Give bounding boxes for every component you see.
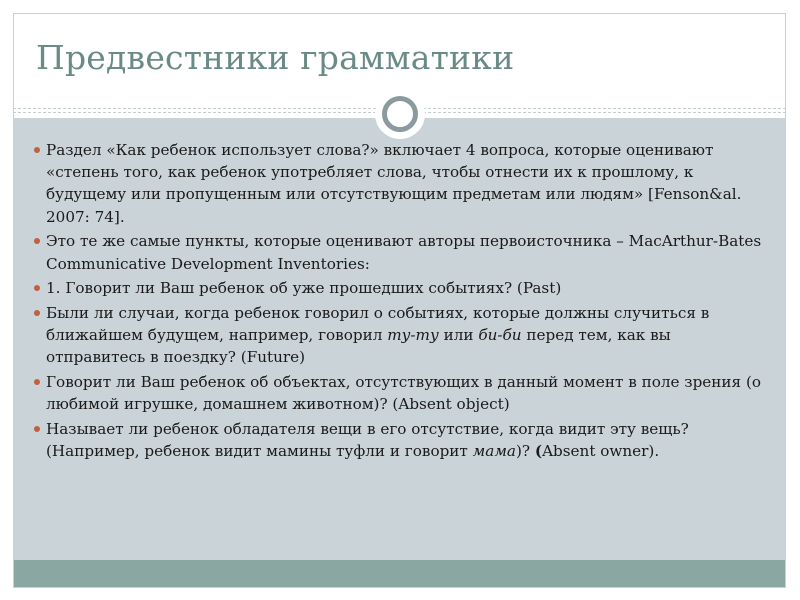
- example-word-mama: мама: [472, 442, 516, 461]
- example-word-bibi: би-би: [478, 326, 522, 345]
- list-item: [34, 230, 764, 274]
- bullet-list: [34, 139, 764, 465]
- bold-paren: (: [534, 442, 543, 461]
- list-item: [34, 418, 764, 462]
- round-bullet-icon: [34, 285, 40, 291]
- bullet-text: Говорит ли Ваш ребенок об объектах, отсутствующих в данный момент в поле зрения (о любимой игрушке, домашнем животном)? (Absent object): [46, 373, 762, 414]
- bullet-text: 1. Говорит ли Ваш ребенок об уже прошедших событиях? (Past): [46, 279, 562, 298]
- bullet-text: Были ли случаи, когда ребенок говорил о событиях, которые должны случиться в ближайшем будущем, например, говорил: [46, 303, 710, 345]
- list-item: [34, 139, 764, 228]
- bullet-text: Называет ли ребенок обладателя вещи в его отсутствие, когда видит эту вещь? (Например, ребенок видит мамины туфли и говорит: [46, 419, 689, 461]
- bullet-text: или: [438, 326, 479, 345]
- bullet-text: Это те же самые пункты, которые оценивают авторы первоисточника – MacArthur-Bates Communicative Development Inventories:: [46, 232, 762, 273]
- bullet-text: перед тем, как вы отправитесь в поездку? (Future): [46, 326, 671, 367]
- round-bullet-icon: [34, 238, 40, 244]
- list-item: [34, 277, 764, 299]
- round-bullet-icon: [34, 310, 40, 316]
- example-word-tutu: ту-ту: [387, 326, 439, 345]
- bullet-text: Раздел «Как ребенок использует слова?» включает 4 вопроса, которые оценивают «степень того, как ребенок употребляет слова, чтобы отнести их к прошлому, к будущему или пропущенным или отсутствующим предметам или людям» [Fenson&al. 2007: 74].: [46, 141, 742, 226]
- bullet-text: )?: [515, 442, 535, 461]
- list-item: [34, 302, 764, 369]
- round-bullet-icon: [34, 147, 40, 153]
- list-item: [34, 371, 764, 415]
- circle-ring-icon: [375, 89, 425, 139]
- round-bullet-icon: [34, 426, 40, 432]
- slide-title: Предвестники грамматики: [36, 38, 515, 77]
- round-bullet-icon: [34, 379, 40, 385]
- bullet-text: Absent owner).: [542, 442, 660, 461]
- bottom-bar: [14, 560, 785, 587]
